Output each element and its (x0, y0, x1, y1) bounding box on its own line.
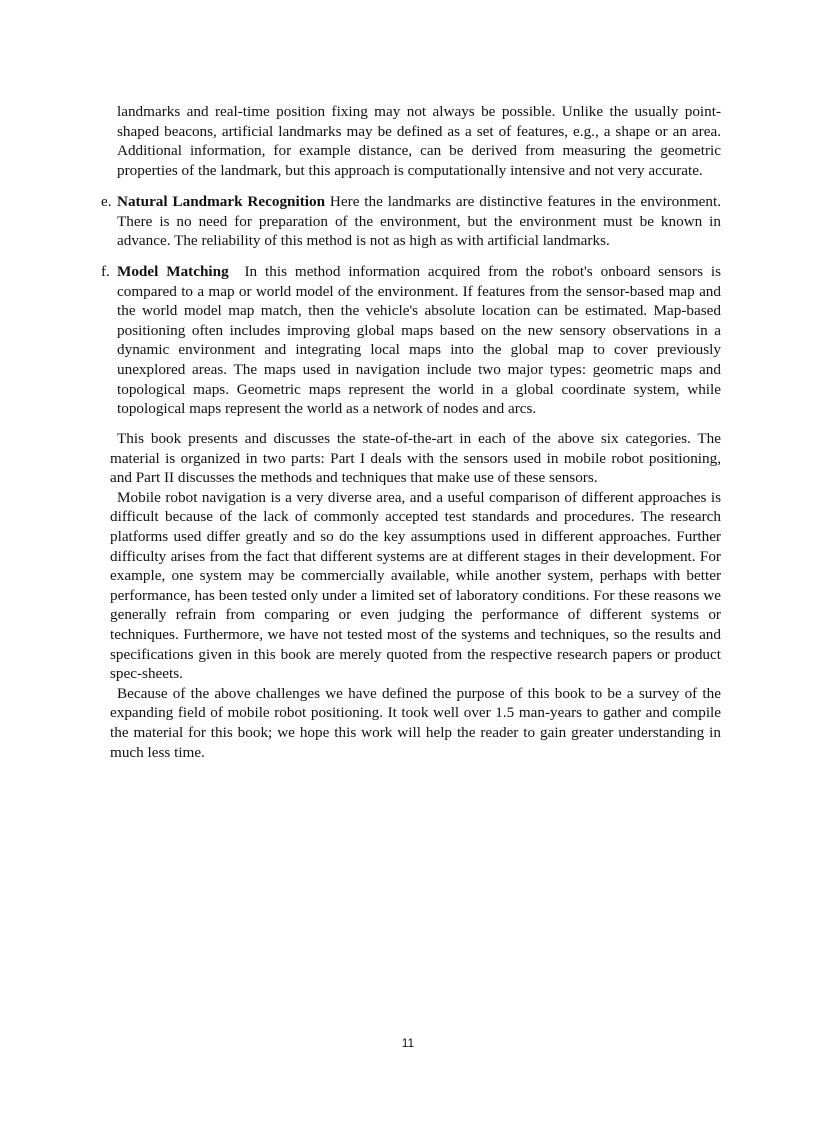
body-paragraph-challenges: Mobile robot navigation is a very diverse area, and a useful comparison of different approaches is difficult because of the lack of commonly accepted test standards and procedures. The research platforms used differ greatly and so do the key assumptions used in different approaches. Further difficulty arises from the fact that different systems are at different stages in their development. For example, one system may be commercially available, while another system, perhaps with better performance, has been tested only under a limited set of laboratory conditions. For these reasons we generally refrain from comparing or even judging the performance of different systems or techniques. Furthermore, we have not tested most of the systems and techniques, so the results and specifications given in this book are merely quoted from the respective research papers or product spec-sheets. (110, 488, 721, 683)
continued-paragraph-text: landmarks and real-time position fixing may not always be possible. Unlike the usually point-shaped beacons, artificial landmarks may be defined as a set of features, e.g., a shape or an area. Additional information, for example distance, can be derived from measuring the geometric properties of the landmark, but this approach is computationally intensive and not very accurate. (117, 103, 721, 179)
list-marker: f. (101, 263, 110, 280)
body-paragraph-overview: This book presents and discusses the state-of-the-art in each of the above six categories. The material is organized in two parts: Part I deals with the sensors used in mobile robot positioning, and Part II discusses the methods and techniques that make use of these sensors. (110, 430, 721, 487)
list-item-model-matching (101, 262, 722, 419)
body-text (110, 429, 721, 762)
list-marker: e. (101, 193, 112, 210)
page-number: 11 (401, 1036, 415, 1050)
body-paragraph-purpose: Because of the above challenges we have defined the purpose of this book to be a survey of the expanding field of mobile robot positioning. It took well over 1.5 man-years to gather and compile the material for this book; we hope this work will help the reader to gain greater understanding in much less time. (110, 684, 721, 761)
list-item-natural-landmark-recognition (101, 192, 722, 251)
continued-paragraph (117, 102, 721, 180)
list-item-title: Model Matching (117, 263, 229, 280)
list-item-title: Natural Landmark Recognition (117, 193, 326, 210)
list-item-text: Here the landmarks are distinctive features in the environment. There is no need for preparation of the environment, but the environment must be known in advance. The reliability of this method is not as high as with artificial landmarks. (117, 193, 722, 250)
list-item-text: In this method information acquired from the robot's onboard sensors is compared to a map or world model of the environment. If features from the sensor-based map and the world model map match, then the vehicle's absolute location can be estimated. Map-based positioning often includes improving global maps based on the new sensory observations in a dynamic environment and integrating local maps into the global map to cover previously unexplored areas. The maps used in navigation include two major types: geometric maps and topological maps. Geometric maps represent the world in a global coordinate system, while topological maps represent the world as a network of nodes and arcs. (117, 263, 722, 418)
